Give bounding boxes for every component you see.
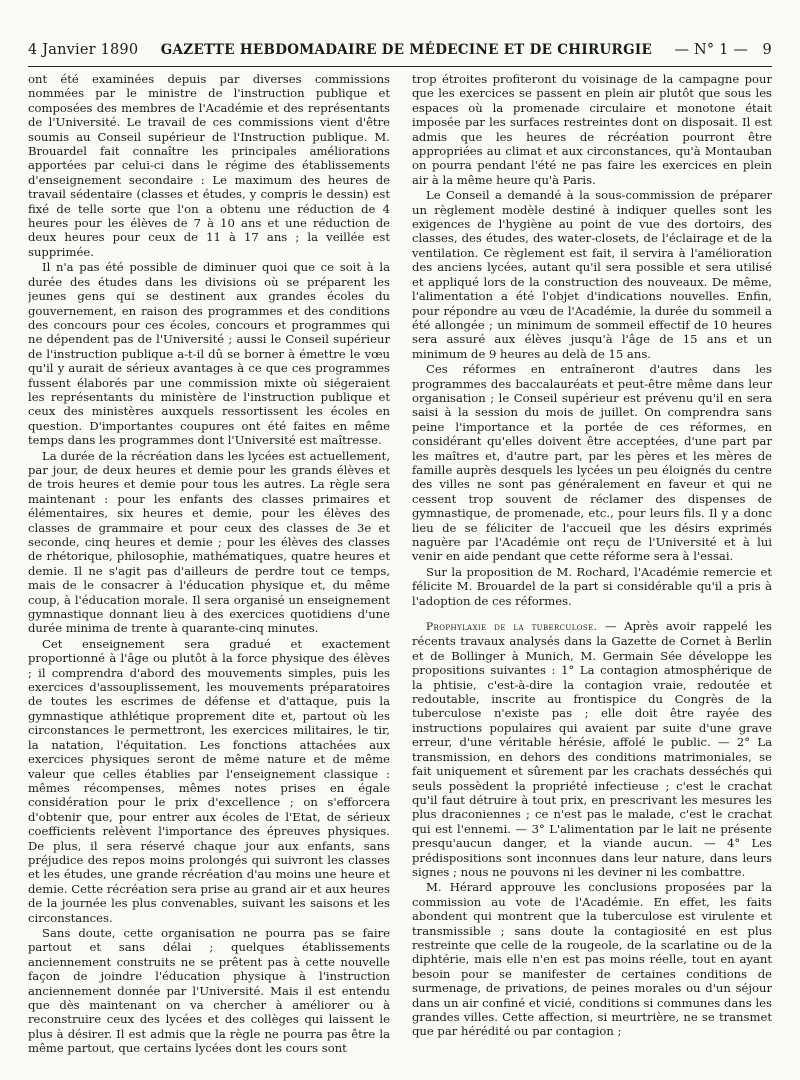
paragraph: Le Conseil a demandé à la sous-commission de préparer un règlement modèle destiné à indiquer quelles sont les exigences de l'hygiène au point de vue des dortoirs, des classes, des études, des water-closets, de l'éclairage et de la ventilation. Ce règlement est fait, il servira à l'amélioration des anciens lycées, autant qu'il sera possible et sera utilisé et appliqué lors de la construction des nouveaux. De même, l'alimentation a été l'objet d'indications nouvelles. Enfin, pour répondre au vœu de l'Académie, la durée du sommeil a été allongée ; un minimum de sommeil effectif de 10 heures sera assuré aux élèves jusqu'à l'âge de 15 ans et un minimum de 9 heures au delà de 15 ans. xyxy=(412,188,772,361)
paragraph: Ces réformes en entraîneront d'autres dans les programmes des baccalauréats et peut-être même dans leur organisation ; le Conseil supérieur est prévenu qu'il en sera saisi à la session du mois de juillet. On comprendra sans peine l'importance et la portée de ces réformes, en considérant qu'elles doivent être acceptées, d'une part par les maîtres et, d'autre part, par les pères et les mères de famille auprès desquels les lycées un peu éloignés du centre des villes ne sont pas généralement en faveur et qui ne cessent trop souvent de réclamer des dispenses de gymnastique, de promenade, etc., pour leurs fils. Il y a donc lieu de se féliciter de l'accueil que les désirs exprimés naguère par l'Académie ont reçu de l'Université et à lui venir en aide pendant que cette réforme sera à l'essai. xyxy=(412,362,772,564)
running-header xyxy=(28,38,772,62)
header-rule xyxy=(28,66,772,67)
paragraph: Sur la proposition de M. Rochard, l'Académie remercie et félicite M. Brouardel de la part si considérable qu'il a pris à l'adoption de ces réformes. xyxy=(412,564,772,608)
paragraph: Sans doute, cette organisation ne pourra pas se faire partout et sans délai ; quelques établissements anciennement construits ne se prêtent pas à cette nouvelle façon de joindre l'éducation physique à l'instruction anciennement donnée par l'Université. Mais il est entendu que dès maintenant on va chercher à améliorer ou à reconstruire ceux des lycées et des collèges qui laissent le plus à désirer. Il est admis que la règle ne pourra pas être la même partout, que certains lycées dont les cours sont xyxy=(28,925,390,1056)
issue-number: — N° 1 — xyxy=(674,42,749,58)
page-number: 9 xyxy=(762,42,772,58)
section-paragraph xyxy=(412,619,772,879)
section-text: — Après avoir rappelé les récents travaux analysés dans la Gazette de Cornet à Berlin et de Bollinger à Munich, M. Germain Sée développe les propositions suivantes : 1° La contagion atmosphérique de la phtisie, c'est-à-dire la contagion vraie, redoutée et redoutable, inscrite au frontispice du Congrès de la tuberculose n'existe pas ; elle doit être rayée des instructions populaires qui avaient par suite d'une grave erreur, d'une véritable hérésie, affolé le public. — 2° La transmission, en dehors des conditions matrimoniales, se fait uniquement et sûrement par les crachats desséchés qui seuls possèdent la propriété infectieuse ; c'est le crachat qu'il faut détruire à tout prix, en prescrivant les mesures les plus draconiennes ; ce n'est pas le malade, c'est le crachat qui est l'ennemi. — 3° L'alimentation par le lait ne présente presqu'aucun danger, et la viande aucun. — 4° Les prédispositions sont inconnues dans leur nature, dans leurs signes ; nous ne pouvons ni les deviner ni les combattre. xyxy=(412,619,772,879)
paragraph: Cet enseignement sera gradué et exactement proportionné à l'âge ou plutôt à la force physique des élèves ; il comprendra d'abord des mouvements simples, puis les exercices d'assouplissement, les mouvements préparatoires de toutes les escrimes de défense et d'attaque, puis la gymnastique athlétique proprement dite et, partout où les circonstances le permettront, les exercices militaires, le tir, la natation, l'équitation. Les fonctions attachées aux exercices physiques seront de même nature et de même valeur que celles établies par l'enseignement classique : mêmes récompenses, mêmes notes prises en égale considération pour le prix d'excellence ; on s'efforcera d'obtenir que, pour entrer aux écoles de l'Etat, de sérieux coefficients relèvent l'importance des épreuves physiques. De plus, il sera réservé chaque jour aux enfants, sans préjudice des repos moins prolongés qui suivront les classes et les études, une grande récréation d'au moins une heure et demie. Cette récréation sera prise au grand air et aux heures de la journée les plus convenables, suivant les saisons et les circonstances. xyxy=(28,636,390,925)
paragraph: Il n'a pas été possible de diminuer quoi que ce soit à la durée des études dans les divisions où se préparent les jeunes gens qui se destinent aux grandes écoles du gouvernement, en raison des programmes et des conditions des concours pour ces écoles, concours et programmes qui ne dépendent pas de l'Université ; aussi le Conseil supérieur de l'instruction publique a-t-il dû se borner à émettre le vœu qu'il y aurait de sérieux avantages à ce que ces programmes fussent élaborés par une commission mixte où siégeraient les représentants du ministère de l'instruction publique et ceux des ministères auxquels ressortissent les écoles en question. D'importantes coupures ont été faites en même temps dans les programmes dont l'Université est maîtresse. xyxy=(28,260,390,448)
right-column xyxy=(412,72,772,1072)
left-column xyxy=(28,72,390,1072)
paragraph: La durée de la récréation dans les lycées est actuellement, par jour, de deux heures et demie pour les grands élèves et de trois heures et demie pour tous les autres. La règle sera maintenant : pour les enfants des classes primaires et élémentaires, six heures et demie, pour les élèves des classes de grammaire et pour ceux des classes de 3e et seconde, cinq heures et demie ; pour les élèves des classes de rhétorique, philosophie, mathématiques, quatre heures et demie. Il ne s'agit pas d'ailleurs de perdre tout ce temps, mais de le consacrer à l'éducation physique et, du même coup, à l'éducation morale. Il sera organisé un enseignement gymnastique donnant lieu à des exercices quotidiens d'une durée minima de trente à quarante-cinq minutes. xyxy=(28,448,390,636)
paragraph: M. Hérard approuve les conclusions proposées par la commission au vote de l'Académie. En effet, les faits abondent qui montrent que la tuberculose est virulente et transmissible ; sans doute la contagiosité en est plus restreinte que celle de la rougeole, de la scarlatine ou de la diphtérie, mais elle n'en est pas moins réelle, tout en ayant besoin pour se manifester de certaines conditions de surmenage, de privations, de peines morales ou d'un séjour dans un air confiné et vicié, conditions si communes dans les grandes villes. Cette affection, si meurtrière, ne se transmet que par hérédité ou par contagion ; xyxy=(412,880,772,1039)
issue-date: 4 Janvier 1890 xyxy=(28,42,139,58)
section-heading: Prophylaxie de la tuberculose. xyxy=(426,621,598,634)
paragraph: trop étroites profiteront du voisinage de la campagne pour que les exercices se passent en plein air plutôt que sous les espaces où la promenade circulaire et monotone était imposée par les surfaces restreintes dont on disposait. Il est admis que les heures de récréation pourront être appropriées au climat et aux circonstances, qu'à Montauban on pourra pendant l'été ne pas faire les exercices en plein air à la même heure qu'à Paris. xyxy=(412,72,772,187)
paragraph: ont été examinées depuis par diverses commissions nommées par le ministre de l'instruction publique et composées des membres de l'Académie et des représentants de l'Université. Le travail de ces commissions vient d'être soumis au Conseil supérieur de l'Instruction publique. M. Brouardel fait connaître les principales améliorations apportées par celui-ci dans le régime des établissements d'enseignement secondaire : Le maximum des heures de travail sédentaire (classes et études, y compris le dessin) est fixé de telle sorte que l'on a obtenu une réduction de 4 heures pour les élèves de 7 à 10 ans et une réduction de deux heures pour ceux de 11 à 17 ans ; la veillée est supprimée. xyxy=(28,72,390,259)
section-gap xyxy=(412,609,772,619)
issue-page xyxy=(675,42,772,58)
journal-title: GAZETTE HEBDOMADAIRE DE MÉDECINE ET DE CHIRURGIE xyxy=(160,42,653,58)
